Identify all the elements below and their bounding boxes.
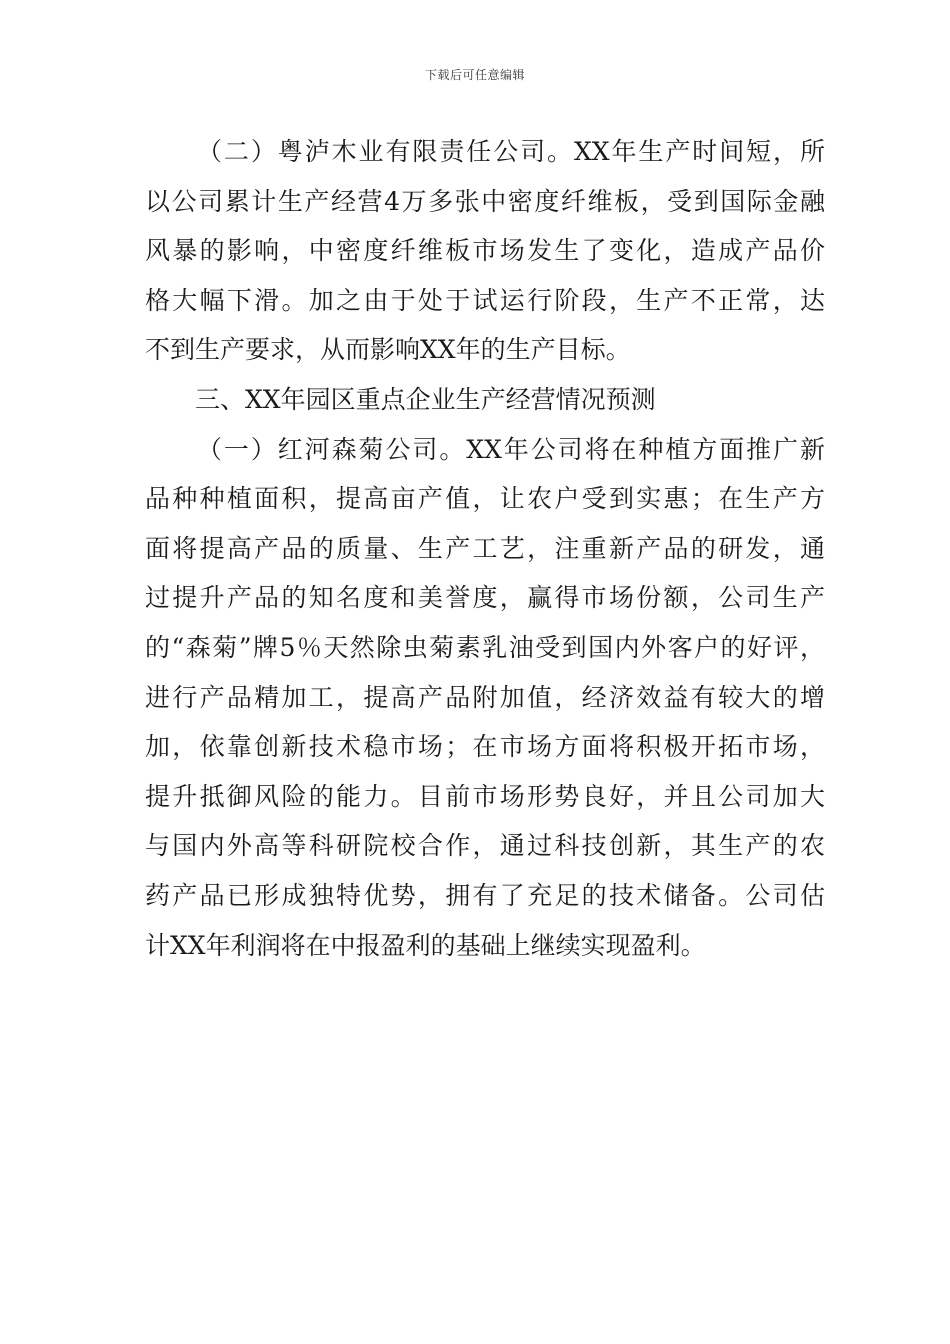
text-line: 药产品已形成独特优势，拥有了充足的技术储备。公司估 bbox=[145, 880, 825, 910]
text-line: （一）红河森菊公司。XX年公司将在种植方面推广新 bbox=[197, 434, 825, 464]
text-line: 品种种植面积，提高亩产值，让农户受到实惠；在生产方 bbox=[145, 484, 825, 514]
text-line: 不到生产要求，从而影响XX年的生产目标。 bbox=[145, 335, 631, 365]
section-heading-text: 三、XX年园区重点企业生产经营情况预测 bbox=[195, 384, 656, 414]
text-line: 以公司累计生产经营4万多张中密度纤维板，受到国际金融 bbox=[145, 186, 825, 216]
text-line: 与国内外高等科研院校合作，通过科技创新，其生产的农 bbox=[145, 831, 825, 861]
section-heading bbox=[145, 375, 825, 425]
text-line: 格大幅下滑。加之由于处于试运行阶段，生产不正常，达 bbox=[145, 285, 825, 315]
text-line: 面将提高产品的质量、生产工艺，注重新产品的研发，通 bbox=[145, 533, 825, 563]
page-header: 下载后可任意编辑 bbox=[424, 68, 525, 82]
paragraph-yuelu-wood bbox=[145, 127, 825, 375]
document-body bbox=[145, 127, 825, 970]
text-line: （二）粤泸木业有限责任公司。XX年生产时间短，所 bbox=[197, 137, 825, 166]
text-line: 进行产品精加工，提高产品附加值，经济效益有较大的增 bbox=[145, 682, 825, 712]
text-line: 加，依靠创新技术稳市场；在市场方面将积极开拓市场， bbox=[145, 732, 825, 762]
text-line: 的“森菊”牌5％天然除虫菊素乳油受到国内外客户的好评， bbox=[145, 632, 825, 662]
text-line: 风暴的影响，中密度纤维板市场发生了变化，造成产品价 bbox=[145, 236, 825, 266]
text-line: 提升抵御风险的能力。目前市场形势良好，并且公司加大 bbox=[145, 781, 825, 811]
text-line: 过提升产品的知名度和美誉度，赢得市场份额，公司生产 bbox=[145, 583, 825, 613]
paragraph-honghe-senju bbox=[145, 425, 825, 971]
text-line: 计XX年利润将在中报盈利的基础上继续实现盈利。 bbox=[145, 930, 706, 960]
